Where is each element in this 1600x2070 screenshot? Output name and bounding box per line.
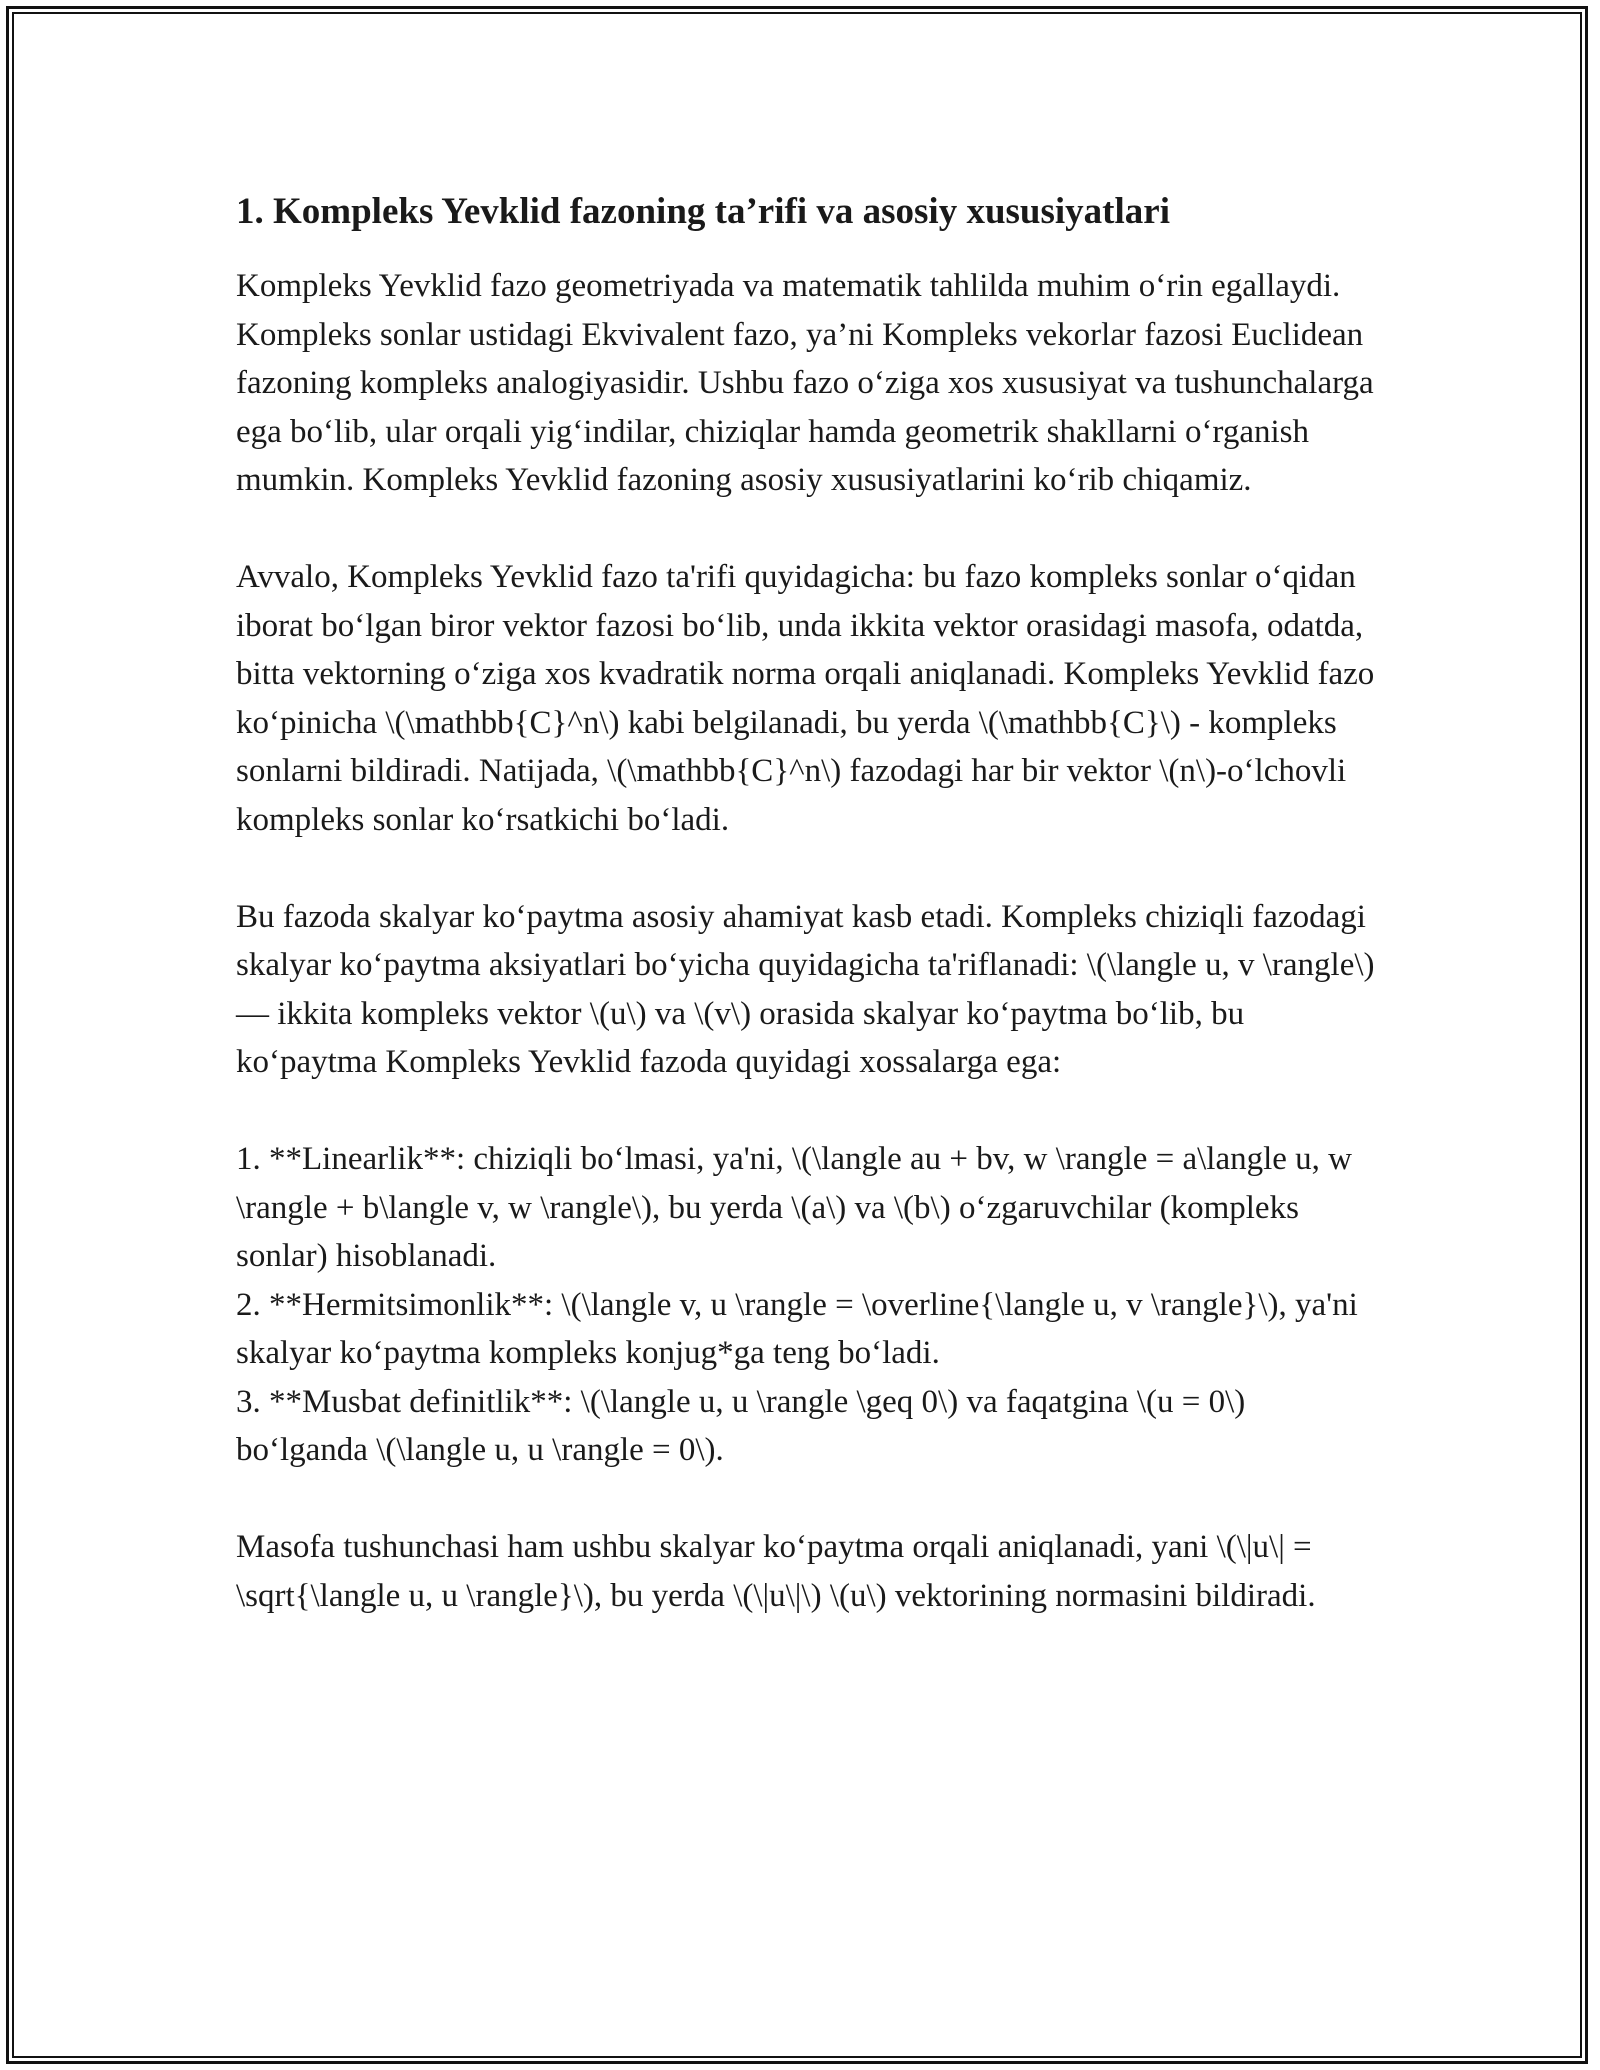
paragraph-intro: Kompleks Yevklid fazo geometriyada va matematik tahlilda muhim o‘rin egallaydi. Kompleks sonlar ustidagi Ekvivalent fazo, ya’ni Kompleks vekorlar fazosi Euclidean fazoning kompleks analogiyasidir. Ushbu fazo o‘ziga xos xususiyat va tushunchalarga ega bo‘lib, ular orqali yig‘indilar, chiziqlar hamda geometrik shakllarni o‘rganish mumkin. Kompleks Yevklid fazoning asosiy xususiyatlarini ko‘rib chiqamiz. xyxy=(236,268,1374,498)
list-item-linearity: 1. **Linearlik**: chiziqli bo‘lmasi, ya'ni, \(\langle au + bv, w \rangle = a\langle u, w \rangle + b\langle v, w \rangle\), bu yerda \(a\) va \(b\) o‘zgaruvchilar (kompleks sonlar) hisoblanadi. xyxy=(236,1141,1352,1274)
list-item-positive-definite: 3. **Musbat definitlik**: \(\langle u, u \rangle \geq 0\) va faqatgina \(u = 0\) bo‘lganda \(\langle u, u \rangle = 0\). xyxy=(236,1383,1246,1468)
paragraph-norm: Masofa tushunchasi ham ushbu skalyar ko‘paytma orqali aniqlanadi, yani \(\|u\| = \sqrt{\langle u, u \rangle}\), bu yerda \(\|u\|\) \(u\) vektorining normasini bildiradi. xyxy=(236,1529,1316,1614)
document-body xyxy=(236,186,1376,1669)
list-item-hermitian: 2. **Hermitsimonlik**: \(\langle v, u \rangle = \overline{\langle u, v \rangle}\), ya'ni skalyar ko‘paytma kompleks konjug*ga teng bo‘ladi. xyxy=(236,1286,1358,1371)
properties-list xyxy=(236,1135,1376,1475)
paragraph-inner-product: Bu fazoda skalyar ko‘paytma asosiy ahamiyat kasb etadi. Kompleks chiziqli fazodagi skalyar ko‘paytma aksiyatlari bo‘yicha quyidagicha ta'riflanadi: \(\langle u, v \rangle\) — ikkita kompleks vektor \(u\) va \(v\) orasida skalyar ko‘paytma bo‘lib, bu ko‘paytma Kompleks Yevklid fazoda quyidagi xossalarga ega: xyxy=(236,898,1375,1080)
section-heading: 1. Kompleks Yevklid fazoning ta’rifi va asosiy xususiyatlari xyxy=(236,191,1170,232)
paragraph-definition: Avvalo, Kompleks Yevklid fazo ta'rifi quyidagicha: bu fazo kompleks sonlar o‘qidan iborat bo‘lgan biror vektor fazosi bo‘lib, unda ikkita vektor orasidagi masofa, odatda, bitta vektorning o‘ziga xos kvadratik norma orqali aniqlanadi. Kompleks Yevklid fazo ko‘pinicha \(\mathbb{C}^n\) kabi belgilanadi, bu yerda \(\mathbb{C}\) - kompleks sonlarni bildiradi. Natijada, \(\mathbb{C}^n\) fazodagi har bir vektor \(n\)-o‘lchovli kompleks sonlar ko‘rsatkichi bo‘ladi. xyxy=(236,559,1375,838)
